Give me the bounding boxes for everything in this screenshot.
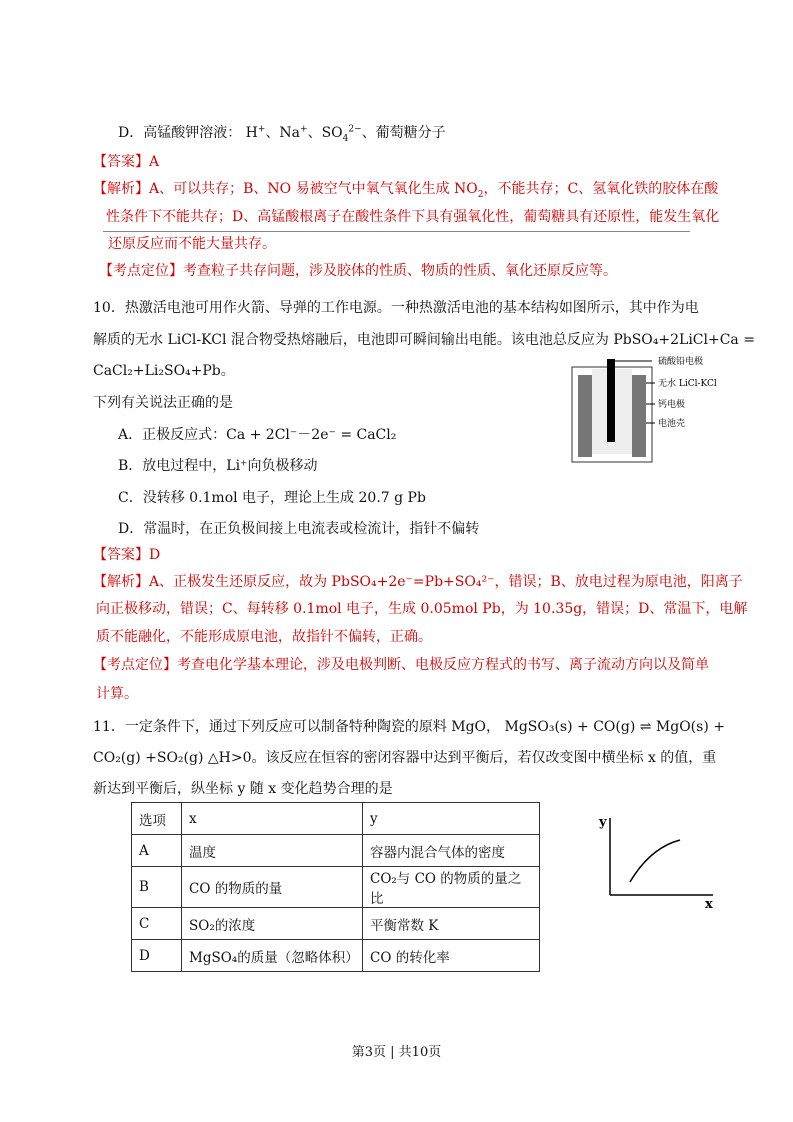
q10-analysis: 【解析】A、正极发生还原反应，故为 PbSO₄+2e⁻=Pb+SO₄²⁻，错误；B、放电过程为原电池，阳离子: [93, 574, 743, 590]
table-cell: B: [132, 867, 182, 908]
table-cell: 温度: [182, 835, 363, 867]
q10-stem: 10．热激活电池可用作火箭、导弹的工作电源。一种热激活电池的基本结构如图所示，其中作为电: [93, 300, 699, 316]
table-cell: C: [132, 908, 182, 940]
table-row: [132, 908, 540, 940]
q10-point-2: 计算。: [96, 686, 138, 702]
table-row: [132, 835, 540, 867]
q10-analysis-2: 向正极移动，错误；C、每转移 0.1mol 电子，生成 0.05mol Pb，为 10.35g，错误；D、常温下，电解: [96, 601, 748, 617]
q11-stem: 11．一定条件下，通过下列反应可以制备特种陶瓷的原料 MgO， MgSO₃(s) + CO(g) ⇌ MgO(s) +: [93, 719, 725, 735]
divider: [103, 231, 690, 232]
q10-stem-3: CaCl₂+Li₂SO₄+Pb。: [93, 363, 235, 379]
table-row: [132, 803, 540, 835]
table-cell: 容器内混合气体的密度: [363, 835, 540, 867]
q9-answer: 【答案】A: [93, 154, 160, 170]
table-cell: ，不能共存；C、氢氧化铁的胶体在酸: [483, 181, 719, 197]
label-lead-sulfate-electrode: 硫酸铅电极: [658, 357, 704, 367]
q9-option-d: D．高锰酸钾溶液： H+、Na+、$SO_4^{2-}$、葡萄糖分子: [118, 124, 446, 144]
table-cell: MgSO₄的质量（忽略体积）: [182, 940, 363, 972]
q10-option-b: B．放电过程中，Li⁺向负极移动: [118, 458, 318, 474]
label-battery-shell: 电池壳: [658, 419, 686, 429]
q10-question: 下列有关说法正确的是: [93, 395, 233, 411]
table-cell: x: [182, 803, 363, 835]
q9-analysis-line2: 性条件下不能共存；D、高锰酸根离子在酸性条件下具有强氧化性，葡萄糖具有还原性，能发生氧化: [106, 209, 720, 225]
q11-stem-2: CO₂(g) +SO₂(g) △H>0。该反应在恒容的密闭容器中达到平衡后，若仅改变图中横坐标 x 的值，重: [93, 750, 717, 766]
q10-option-a: A．正极反应式：Ca + 2Cl⁻－2e⁻ = CaCl₂: [118, 427, 397, 443]
q10-analysis-3: 质不能融化，不能形成原电池，故指针不偏转，正确。: [96, 629, 432, 645]
table-cell: SO₂的浓度: [182, 908, 363, 940]
table-cell: 、Na: [265, 125, 301, 141]
q10-stem-2: 解质的无水 LiCl-KCl 混合物受热熔融后，电池即可瞬间输出电能。该电池总反应为 PbSO₄+2LiCl+Ca =: [93, 332, 755, 348]
q9-analysis: 【解析】A、可以共存；B、NO 易被空气中氧气氧化生成 $NO_2$，不能共存；C、氢氧化铁的胶体在酸: [93, 181, 719, 200]
table-cell: CO₂与 CO 的物质的量之比: [363, 867, 540, 908]
q10-option-c: C．没转移 0.1mol 电子，理论上生成 20.7 g Pb: [118, 490, 426, 506]
table-cell: CO 的物质的量: [182, 867, 363, 908]
q10-answer: 【答案】D: [93, 547, 161, 563]
q10-option-d: D．常温时，在正负极间接上电流表或检流计，指针不偏转: [118, 521, 480, 537]
table-cell: 、葡萄糖分子: [361, 125, 446, 141]
q10-point: 【考点定位】考查电化学基本理论，涉及电极判断、电极反应方程式的书写、离子流动方向以及简单: [93, 657, 709, 673]
label-electrolyte: 无水 LiCl-KCl: [658, 379, 717, 389]
table-cell: D: [132, 940, 182, 972]
table-cell: CO 的转化率: [363, 940, 540, 972]
q9-analysis-line3: 还原反应而不能大量共存。: [108, 236, 276, 252]
label-calcium-electrode: 钙电极: [658, 400, 686, 410]
q9-point: 【考点定位】考查粒子共存问题，涉及胶体的性质、物质的性质、氧化还原反应等。: [99, 263, 617, 279]
q11-stem-3: 新达到平衡后，纵坐标 y 随 x 变化趋势合理的是: [93, 781, 393, 797]
options-table: [131, 802, 540, 972]
table-cell: 【解析】A、可以共存；B、NO 易被空气中氧气氧化生成 NO: [93, 181, 478, 197]
table-cell: 选项: [132, 803, 182, 835]
table-cell: A: [132, 835, 182, 867]
table-cell: 平衡常数 K: [363, 908, 540, 940]
table-cell: D．高锰酸钾溶液： H: [118, 125, 258, 141]
y-axis-label: y: [599, 815, 607, 830]
x-axis-label: x: [705, 897, 713, 910]
table-row: [132, 867, 540, 908]
page-footer: 第3页 | 共10页: [351, 1045, 442, 1060]
table-cell: y: [363, 803, 540, 835]
table-cell: 、SO: [307, 125, 343, 141]
trend-curve: [630, 840, 680, 882]
table-row: [132, 940, 540, 972]
battery-diagram: [570, 355, 750, 470]
trend-graph: [595, 810, 725, 910]
